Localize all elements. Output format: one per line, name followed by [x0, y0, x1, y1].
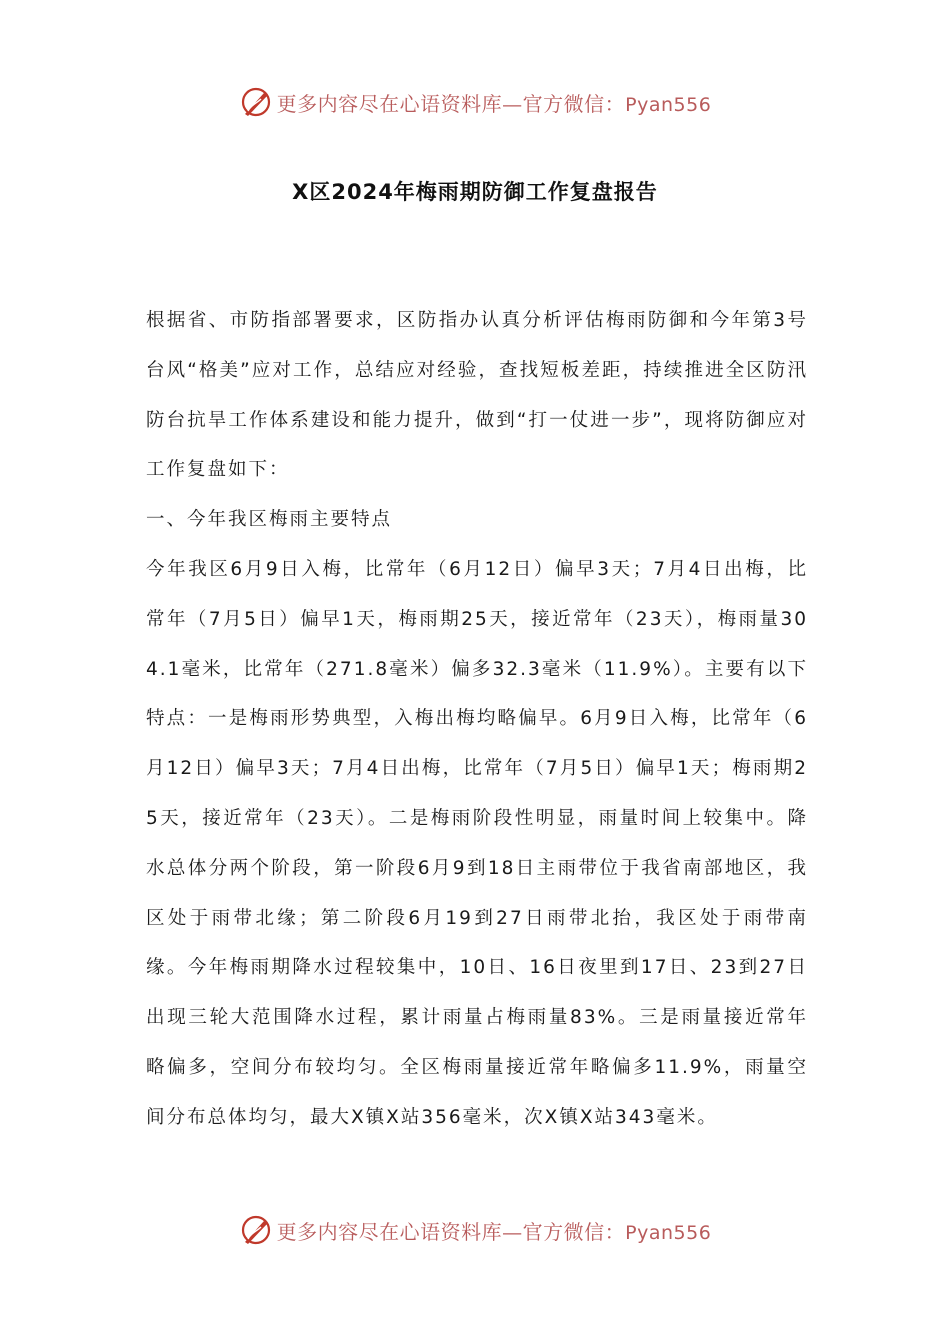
footer-watermark-banner — [0, 1208, 950, 1252]
pen-logo-icon — [239, 1213, 273, 1247]
intro-paragraph: 根据省、市防指部署要求，区防指办认真分析评估梅雨防御和今年第3号台风“格美”应对工作，总结应对经验，查找短板差距，持续推进全区防汛防台抗旱工作体系建设和能力提升，做到“打一仗进一步”，现将防御应对工作复盘如下： — [146, 310, 808, 481]
watermark-text: 更多内容尽在心语资料库—官方微信：Pyan556 — [276, 1219, 712, 1244]
document-body — [146, 296, 808, 1143]
pen-logo-icon — [239, 85, 273, 119]
section-heading: 一、今年我区梅雨主要特点 — [146, 509, 393, 531]
document-title: X区2024年梅雨期防御工作复盘报告 — [292, 180, 658, 204]
wechat-id: Pyan556 — [625, 1221, 712, 1244]
wechat-id: Pyan556 — [625, 93, 712, 116]
header-watermark-banner — [0, 80, 950, 124]
watermark-text: 更多内容尽在心语资料库—官方微信：Pyan556 — [276, 91, 712, 116]
section-paragraph: 今年我区6月9日入梅，比常年（6月12日）偏早3天；7月4日出梅，比常年（7月5日）偏早1天，梅雨期25天，接近常年（23天），梅雨量304.1毫米，比常年（271.8毫米）偏多32.3毫米（11.9%）。主要有以下特点：一是梅雨形势典型，入梅出梅均略偏早。6月9日入梅，比常年（6月12日）偏早3天；7月4日出梅，比常年（7月5日）偏早1天；梅雨期25天，接近常年（23天）。二是梅雨阶段性明显，雨量时间上较集中。降水总体分两个阶段，第一阶段6月9到18日主雨带位于我省南部地区，我区处于雨带北缘；第二阶段6月19到27日雨带北抬，我区处于雨带南缘。今年梅雨期降水过程较集中，10日、16日夜里到17日、23到27日出现三轮大范围降水过程，累计雨量占梅雨量83%。三是雨量接近常年略偏多，空间分布较均匀。全区梅雨量接近常年略偏多11.9%，雨量空间分布总体均匀，最大X镇X站356毫米，次X镇X站343毫米。 — [146, 558, 808, 1128]
